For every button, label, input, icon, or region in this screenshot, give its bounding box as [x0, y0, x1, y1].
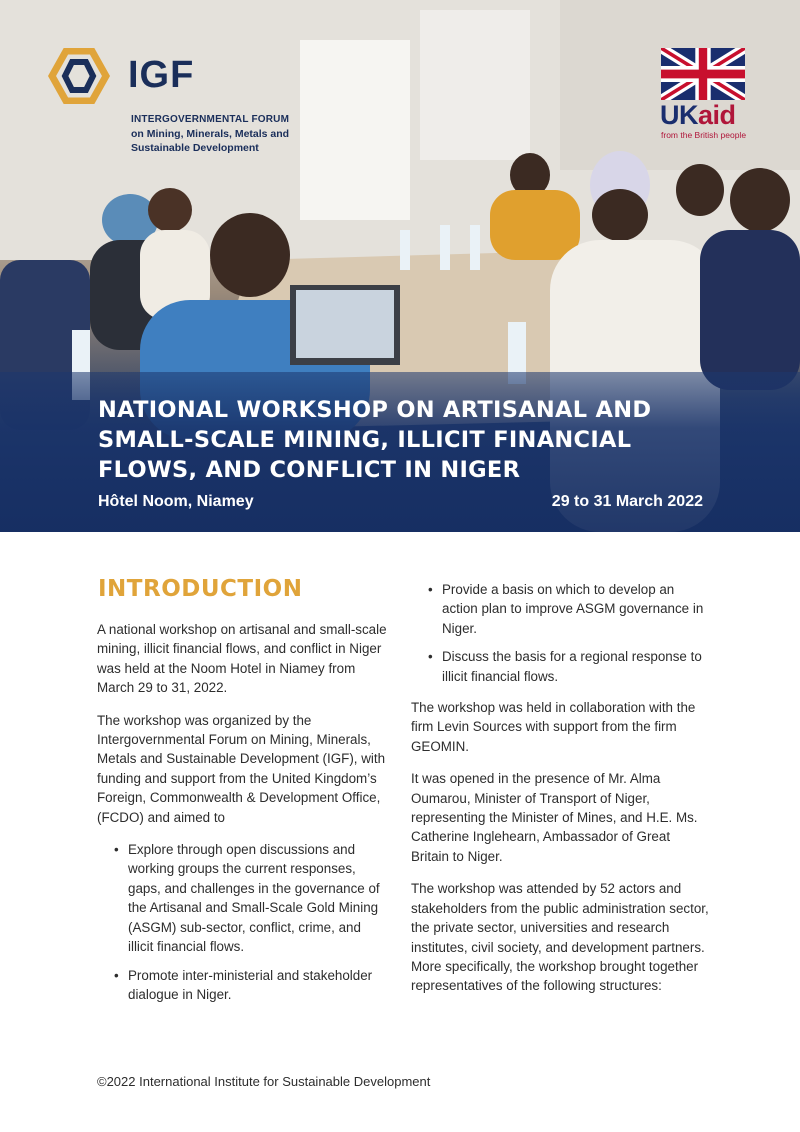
- ukaid-aid: aid: [698, 100, 736, 130]
- list-item: • Explore through open discussions and working groups the current responses, gaps, and challenges in the governance of the Artisanal and Small-Scale Gold Mining (ASGM) sub-sector, conflict, crime, and illicit financial flows.: [97, 840, 389, 956]
- left-column: [97, 620, 389, 1013]
- aims-list-left: [97, 840, 389, 1004]
- intro-paragraph-4: It was opened in the presence of Mr. Alma Oumarou, Minister of Transport of Niger, representing the Minister of Mines, and H.E. Ms. Catherine Inglehearn, Ambassador of Great Britain to Niger.: [411, 771, 698, 864]
- list-item: • Promote inter-ministerial and stakeholder dialogue in Niger.: [97, 966, 389, 1005]
- ukaid-wordmark: [660, 100, 736, 130]
- intro-paragraph-2: The workshop was organized by the Intergovernmental Forum on Mining, Minerals, Metals and Sustainable Development (IGF), with funding and support from the United Kingdom’s Foreign, Commonwealth & Development Office, (FCDO) and aimed to: [97, 712, 386, 825]
- igf-org-line1: INTERGOVERNMENTAL FORUM: [131, 114, 290, 125]
- right-column: [411, 580, 711, 1009]
- list-item: • Provide a basis on which to develop an action plan to improve ASGM governance in Niger.: [411, 580, 711, 638]
- section-heading-introduction: INTRODUCTION: [98, 576, 303, 602]
- ukaid-uk: UK: [660, 100, 698, 130]
- ukaid-tagline: from the British people: [661, 130, 747, 140]
- list-item: • Discuss the basis for a regional response to illicit financial flows.: [411, 647, 711, 686]
- title-line-2: SMALL-SCALE MINING, ILLICIT FINANCIAL: [98, 427, 632, 453]
- title-line-3: FLOWS, AND CONFLICT IN NIGER: [98, 457, 521, 483]
- igf-org-line3: Sustainable Development: [131, 142, 259, 154]
- intro-paragraph-5: The workshop was attended by 52 actors and stakeholders from the public administration sector, the private sector, universities and research institutes, civil society, and development partners. More specifically, the workshop brought together representatives of the following structures:: [411, 881, 709, 994]
- aims-list-right: [411, 580, 711, 686]
- union-jack-flag-icon: [661, 48, 745, 100]
- intro-paragraph-3: The workshop was held in collaboration with the firm Levin Sources with support from the firm GEOMIN.: [411, 700, 696, 754]
- document-title: [98, 395, 738, 485]
- igf-org-name: [131, 113, 321, 155]
- igf-org-line2: on Mining, Minerals, Metals and: [131, 128, 290, 140]
- footer-copyright: ©2022 International Institute for Sustainable Development: [97, 1074, 431, 1089]
- event-venue: Hôtel Noom, Niamey: [98, 493, 254, 510]
- hero-banner: [0, 0, 800, 532]
- title-line-1: NATIONAL WORKSHOP ON ARTISANAL AND: [98, 397, 652, 423]
- intro-paragraph-1: A national workshop on artisanal and small-scale mining, illicit financial flows, and conflict in Niger was held at the Noom Hotel in Niamey from March 29 to 31, 2022.: [97, 622, 387, 696]
- igf-wordmark: IGF: [128, 54, 195, 96]
- event-dates: 29 to 31 March 2022: [551, 493, 703, 510]
- igf-hexagon-logo-icon: [48, 48, 110, 104]
